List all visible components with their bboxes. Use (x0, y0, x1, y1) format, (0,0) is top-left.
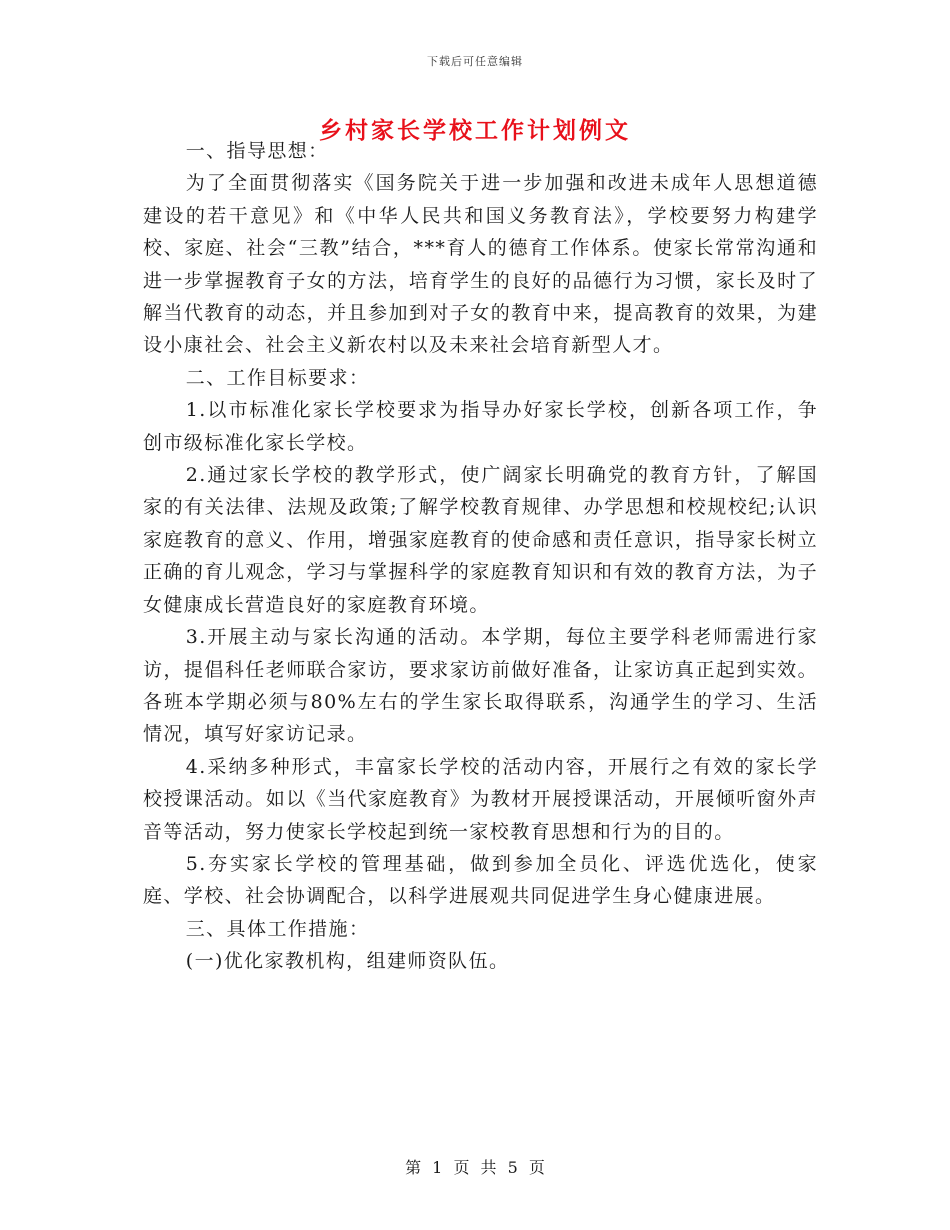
document-body (143, 135, 818, 978)
document-title: 乡村家长学校工作计划例文 (319, 117, 631, 144)
subheading-measure-1: (一)优化家教机构，组建师资队伍。 (185, 950, 510, 973)
paragraph-guiding-thought: 为了全面贯彻落实《国务院关于进一步加强和改进未成年人思想道德建设的若干意见》和《中华人民共和国义务教育法》，学校要努力构建学校、家庭、社会“三教”结合，***育人的德育工作体系。使家长常常沟通和进一步掌握教育子女的方法，培育学生的良好的品德行为习惯，家长及时了解当代教育的动态，并且参加到对子女的教育中来，提高教育的效果，为建设小康社会、社会主义新农村以及未来社会培育新型人才。 (143, 172, 818, 357)
paragraph-goal-4: 4.采纳多种形式，丰富家长学校的活动内容，开展行之有效的家长学校授课活动。如以《当代家庭教育》为教材开展授课活动，开展倾听窗外声音等活动，努力使家长学校起到统一家校教育思想和行为的目的。 (143, 755, 818, 843)
paragraph-goal-2: 2.通过家长学校的教学形式，使广阔家长明确党的教育方针，了解国家的有关法律、法规及政策;了解学校教育规律、办学思想和校规校纪;认识家庭教育的意义、作用，增强家庭教育的使命感和责任意识，指导家长树立正确的育儿观念，学习与掌握科学的家庭教育知识和有效的教育方法，为子女健康成长营造良好的家庭教育环境。 (143, 464, 818, 616)
page-header-note: 下载后可任意编辑 (427, 55, 523, 68)
heading-guiding-thought: 一、指导思想： (185, 140, 329, 162)
paragraph-goal-5: 5.夯实家长学校的管理基础，做到参加全员化、评选优选化，使家庭、学校、社会协调配合，以科学进展观共同促进学生身心健康进展。 (143, 852, 818, 908)
heading-work-measures: 三、具体工作措施： (185, 917, 370, 940)
paragraph-goal-3: 3.开展主动与家长沟通的活动。本学期，每位主要学科老师需进行家访，提倡科任老师联合家访，要求家访前做好准备，让家访真正起到实效。各班本学期必须与80%左右的学生家长取得联系，沟通学生的学习、生活情况，填写好家访记录。 (143, 626, 818, 746)
page-number: 第 1 页 共 5 页 (405, 1158, 545, 1177)
heading-work-goals: 二、工作目标要求： (185, 366, 370, 389)
paragraph-goal-1: 1.以市标准化家长学校要求为指导办好家长学校，创新各项工作，争创市级标准化家长学校。 (143, 399, 818, 454)
